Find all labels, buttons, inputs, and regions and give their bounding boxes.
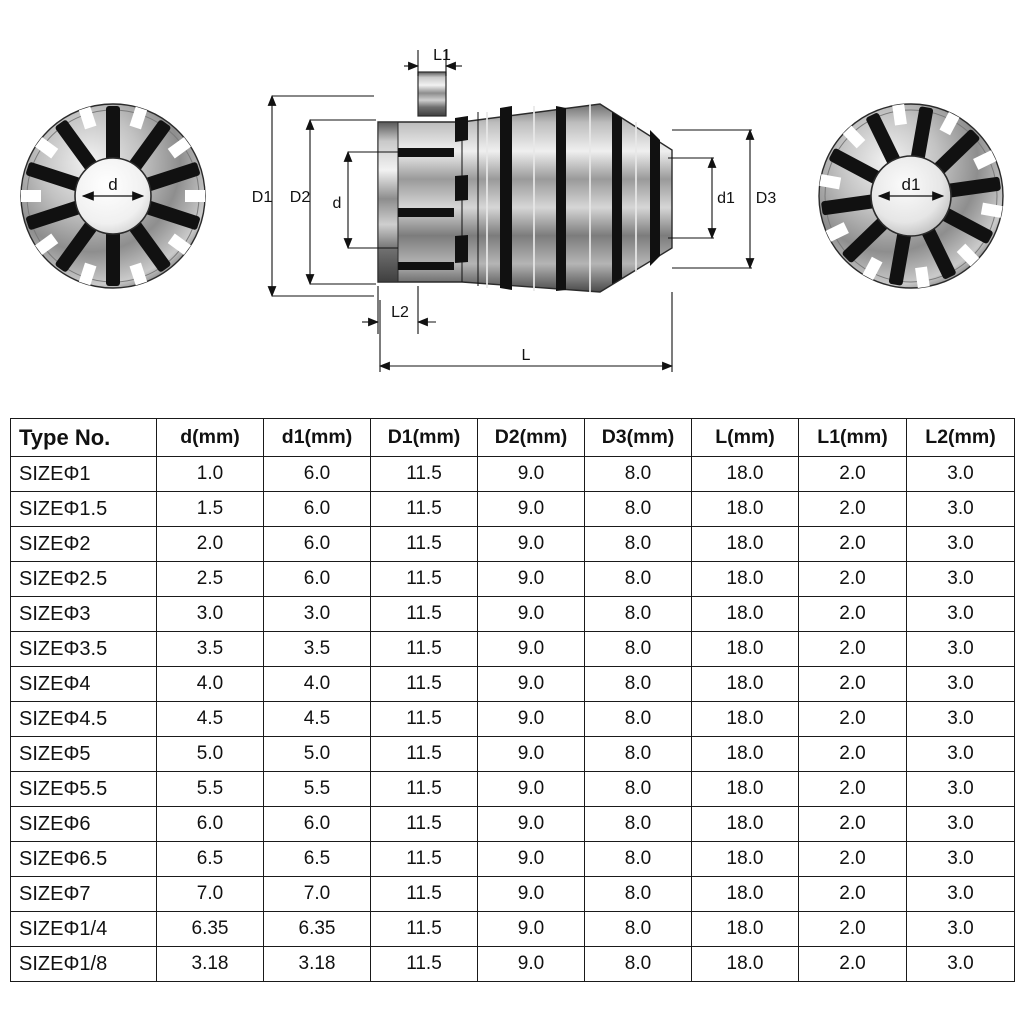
table-cell: 18.0	[692, 562, 799, 597]
table-cell: 2.0	[799, 807, 907, 842]
table-cell: 18.0	[692, 807, 799, 842]
table-cell: 18.0	[692, 632, 799, 667]
table-cell: 3.18	[264, 947, 371, 982]
table-cell: 11.5	[371, 947, 478, 982]
table-cell-type: SIZEΦ4	[11, 667, 157, 702]
table-header-cell: d1(mm)	[264, 419, 371, 457]
table-cell-type: SIZEΦ5	[11, 737, 157, 772]
table-cell: 6.0	[157, 807, 264, 842]
label-L: L	[521, 347, 531, 364]
table-cell-type: SIZEΦ5.5	[11, 772, 157, 807]
table-cell: 3.0	[907, 597, 1015, 632]
table-cell: 8.0	[585, 632, 692, 667]
table-row	[11, 947, 1015, 982]
table-cell: 18.0	[692, 912, 799, 947]
table-cell: 1.5	[157, 492, 264, 527]
label-d-left: d	[108, 175, 118, 194]
table-cell: 8.0	[585, 667, 692, 702]
table-cell: 2.0	[799, 492, 907, 527]
table-cell: 18.0	[692, 492, 799, 527]
table-cell: 2.0	[799, 947, 907, 982]
table-row	[11, 877, 1015, 912]
left-end-view	[21, 104, 205, 288]
table-row	[11, 457, 1015, 492]
table-cell: 9.0	[478, 947, 585, 982]
table-cell: 9.0	[478, 772, 585, 807]
table-cell-type: SIZEΦ2.5	[11, 562, 157, 597]
table-cell: 6.0	[264, 457, 371, 492]
table-cell: 9.0	[478, 457, 585, 492]
table-cell: 11.5	[371, 737, 478, 772]
table-header-cell: D3(mm)	[585, 419, 692, 457]
table-cell: 4.5	[157, 702, 264, 737]
table-header-cell: L(mm)	[692, 419, 799, 457]
table-cell: 5.5	[264, 772, 371, 807]
table-cell: 2.0	[799, 457, 907, 492]
table-cell: 3.0	[907, 492, 1015, 527]
table-cell: 9.0	[478, 492, 585, 527]
table-row	[11, 807, 1015, 842]
table-cell: 8.0	[585, 527, 692, 562]
table-cell-type: SIZEΦ1	[11, 457, 157, 492]
label-D2: D2	[289, 189, 311, 206]
label-D3: D3	[755, 190, 777, 207]
table-cell: 9.0	[478, 667, 585, 702]
table-cell: 3.0	[907, 772, 1015, 807]
table-header-cell: L1(mm)	[799, 419, 907, 457]
table-cell: 3.0	[907, 842, 1015, 877]
table-cell-type: SIZEΦ3	[11, 597, 157, 632]
table-cell: 11.5	[371, 632, 478, 667]
table-cell: 8.0	[585, 947, 692, 982]
table-cell: 8.0	[585, 492, 692, 527]
table-cell: 18.0	[692, 702, 799, 737]
table-cell: 5.5	[157, 772, 264, 807]
table-cell: 3.0	[907, 667, 1015, 702]
table-cell: 4.5	[264, 702, 371, 737]
table-row	[11, 772, 1015, 807]
table-row	[11, 562, 1015, 597]
table-cell: 11.5	[371, 492, 478, 527]
table-cell: 18.0	[692, 947, 799, 982]
table-cell: 9.0	[478, 597, 585, 632]
label-d1-right: d1	[901, 175, 921, 194]
table-cell: 8.0	[585, 877, 692, 912]
collet-diagram	[0, 0, 1024, 400]
table-cell: 11.5	[371, 597, 478, 632]
table-cell: 8.0	[585, 702, 692, 737]
table-cell: 3.0	[907, 527, 1015, 562]
table-cell: 3.5	[264, 632, 371, 667]
table-cell: 2.0	[799, 527, 907, 562]
table-cell: 11.5	[371, 702, 478, 737]
table-cell: 5.0	[264, 737, 371, 772]
table-cell: 3.0	[907, 737, 1015, 772]
table-cell: 6.35	[157, 912, 264, 947]
table-cell: 2.0	[799, 737, 907, 772]
table-cell: 2.0	[799, 632, 907, 667]
table-cell: 11.5	[371, 772, 478, 807]
table-cell-type: SIZEΦ1/4	[11, 912, 157, 947]
table-cell: 9.0	[478, 737, 585, 772]
table-row	[11, 597, 1015, 632]
table-cell: 7.0	[157, 877, 264, 912]
table-cell: 2.0	[799, 772, 907, 807]
table-cell: 1.0	[157, 457, 264, 492]
table-cell-type: SIZEΦ6	[11, 807, 157, 842]
table-cell: 3.0	[907, 702, 1015, 737]
table-cell: 18.0	[692, 737, 799, 772]
table-cell: 2.0	[799, 877, 907, 912]
table-row	[11, 527, 1015, 562]
table-cell: 7.0	[264, 877, 371, 912]
table-cell: 2.0	[799, 667, 907, 702]
table-cell: 11.5	[371, 807, 478, 842]
right-end-view	[819, 104, 1003, 288]
table-cell: 3.0	[907, 947, 1015, 982]
table-cell: 2.0	[799, 702, 907, 737]
label-d1-center: d1	[717, 190, 735, 207]
table-cell: 6.5	[157, 842, 264, 877]
table-cell-type: SIZEΦ1.5	[11, 492, 157, 527]
table-row	[11, 667, 1015, 702]
table-cell: 3.0	[907, 562, 1015, 597]
table-cell: 8.0	[585, 772, 692, 807]
table-cell: 18.0	[692, 667, 799, 702]
table-cell: 9.0	[478, 702, 585, 737]
table-cell: 6.0	[264, 807, 371, 842]
table-row	[11, 737, 1015, 772]
table-cell: 6.5	[264, 842, 371, 877]
table-cell: 11.5	[371, 912, 478, 947]
table-cell: 9.0	[478, 562, 585, 597]
table-cell: 6.35	[264, 912, 371, 947]
table-cell: 8.0	[585, 737, 692, 772]
table-cell: 9.0	[478, 807, 585, 842]
table-cell: 4.0	[264, 667, 371, 702]
table-cell-type: SIZEΦ1/8	[11, 947, 157, 982]
table-cell: 3.0	[907, 632, 1015, 667]
table-cell: 3.0	[157, 597, 264, 632]
table-cell: 11.5	[371, 877, 478, 912]
table-cell: 3.0	[907, 457, 1015, 492]
table-cell: 2.5	[157, 562, 264, 597]
table-cell: 3.0	[907, 877, 1015, 912]
table-cell: 8.0	[585, 597, 692, 632]
table-cell: 2.0	[799, 562, 907, 597]
table-cell: 6.0	[264, 492, 371, 527]
table-cell: 18.0	[692, 772, 799, 807]
table-cell: 3.5	[157, 632, 264, 667]
table-row	[11, 632, 1015, 667]
table-cell: 8.0	[585, 562, 692, 597]
table-cell-type: SIZEΦ3.5	[11, 632, 157, 667]
table-cell: 18.0	[692, 527, 799, 562]
table-cell-type: SIZEΦ2	[11, 527, 157, 562]
table-cell: 3.0	[907, 807, 1015, 842]
table-cell: 9.0	[478, 877, 585, 912]
table-cell: 8.0	[585, 807, 692, 842]
table-cell: 11.5	[371, 667, 478, 702]
table-cell: 2.0	[799, 842, 907, 877]
table-cell: 3.0	[907, 912, 1015, 947]
side-section-view	[378, 72, 672, 292]
table-cell: 11.5	[371, 457, 478, 492]
label-d-center: d	[332, 195, 342, 212]
table-cell: 4.0	[157, 667, 264, 702]
table-cell-type: SIZEΦ6.5	[11, 842, 157, 877]
table-header-cell: L2(mm)	[907, 419, 1015, 457]
table-cell: 8.0	[585, 912, 692, 947]
table-cell: 11.5	[371, 527, 478, 562]
label-L1: L1	[433, 47, 451, 64]
table-cell: 9.0	[478, 527, 585, 562]
table-cell-type: SIZEΦ4.5	[11, 702, 157, 737]
label-D1: D1	[251, 189, 273, 206]
table-cell: 9.0	[478, 632, 585, 667]
table-cell: 9.0	[478, 912, 585, 947]
table-row	[11, 912, 1015, 947]
table-cell: 18.0	[692, 457, 799, 492]
table-cell: 2.0	[157, 527, 264, 562]
table-cell: 18.0	[692, 597, 799, 632]
table-cell: 6.0	[264, 527, 371, 562]
table-cell: 8.0	[585, 842, 692, 877]
table-cell: 18.0	[692, 877, 799, 912]
table-cell: 9.0	[478, 842, 585, 877]
table-cell: 2.0	[799, 597, 907, 632]
table-cell-type: SIZEΦ7	[11, 877, 157, 912]
table-row	[11, 702, 1015, 737]
table-cell: 2.0	[799, 912, 907, 947]
table-header-cell: D1(mm)	[371, 419, 478, 457]
table-row	[11, 842, 1015, 877]
table-header-cell: d(mm)	[157, 419, 264, 457]
table-cell: 8.0	[585, 457, 692, 492]
table-cell: 11.5	[371, 842, 478, 877]
table-header-cell: D2(mm)	[478, 419, 585, 457]
spec-table	[10, 418, 1015, 982]
table-cell: 11.5	[371, 562, 478, 597]
table-cell: 3.18	[157, 947, 264, 982]
label-L2: L2	[391, 304, 409, 321]
table-row	[11, 492, 1015, 527]
table-header-row	[11, 419, 1015, 457]
table-cell: 3.0	[264, 597, 371, 632]
table-cell: 6.0	[264, 562, 371, 597]
table-cell: 18.0	[692, 842, 799, 877]
table-cell: 5.0	[157, 737, 264, 772]
table-header-cell: Type No.	[11, 419, 157, 457]
spec-table-container	[10, 418, 1014, 982]
